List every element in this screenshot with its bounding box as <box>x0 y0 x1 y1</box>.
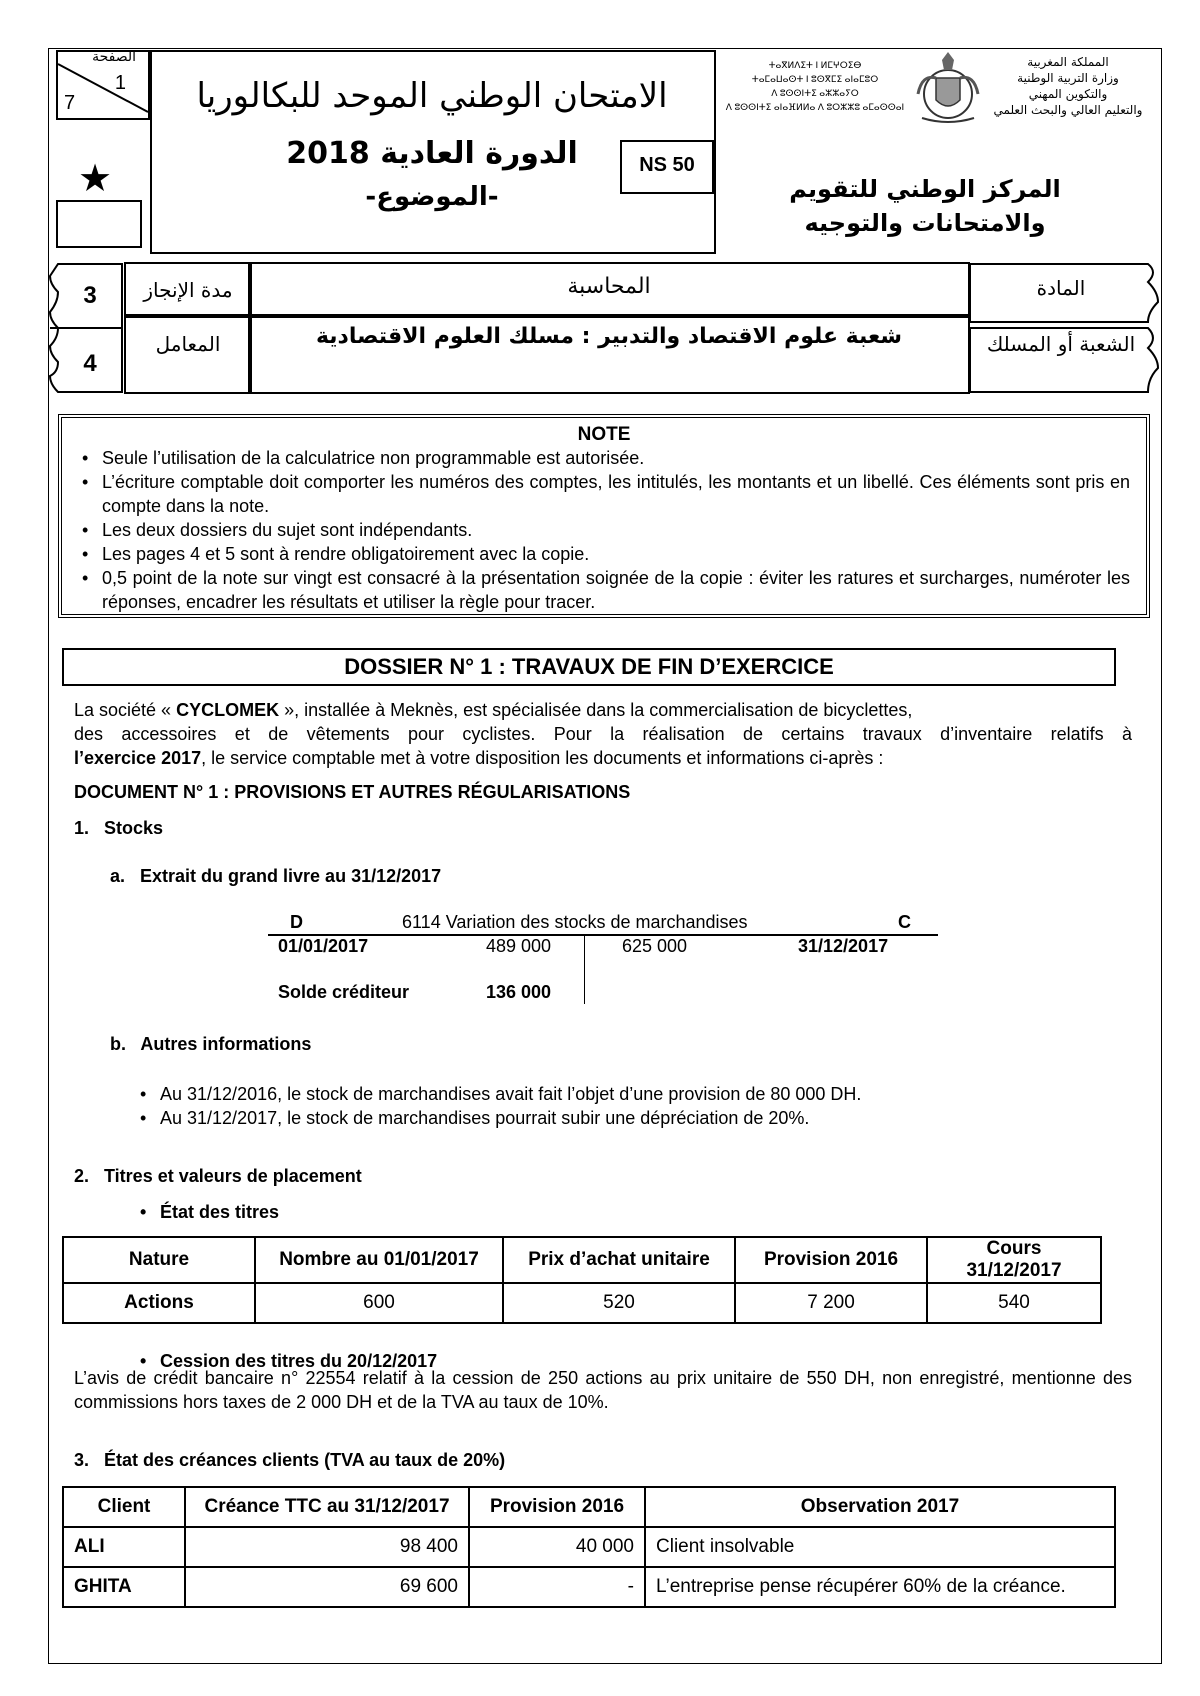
table-header: Provision 2016 <box>469 1487 645 1527</box>
note-item: • Les deux dossiers du sujet sont indépendants. <box>72 518 1130 542</box>
table-header: Cours 31/12/2017 <box>927 1237 1101 1283</box>
ministry-line: المملكة المغربية <box>1027 55 1109 69</box>
intro-line-3 <box>74 746 1132 770</box>
duration-label: مدة الإنجاز <box>143 278 233 302</box>
note-item: • 0,5 point de la note sur vingt est consacré à la présentation soignée de la copie : éviter les ratures et surcharges, numéroter les réponses, encadrer les résultats et utiliser la règle pour tracer. <box>72 566 1130 614</box>
exam-code: NS 50 <box>639 154 695 176</box>
company-name: CYCLOMEK <box>176 700 280 720</box>
code-empty-box <box>56 200 142 248</box>
subject-key: المادة <box>1036 276 1086 300</box>
etat-titres-heading: • État des titres <box>130 1202 1200 1223</box>
note-item: • Les pages 4 et 5 sont à rendre obligatoirement avec la copie. <box>72 542 1130 566</box>
page-total: 7 <box>64 92 76 114</box>
ledger-title: 6114 Variation des stocks de marchandises <box>402 912 748 932</box>
table-cell: Client insolvable <box>645 1527 1115 1567</box>
ministry-line: والتكوين المهني <box>1028 87 1108 101</box>
tifinagh-line: ⴷ ⵓⵙⵙⵏⵜⵉ ⴰⵏⴰⴼⵍⵍⴰ ⴷ ⵓⵔⵣⵣⵓ ⴰⵎⴰⵙⵙⴰⵏ <box>725 102 905 112</box>
star-icon: ★ <box>78 158 113 200</box>
table-header: Provision 2016 <box>735 1237 927 1283</box>
table-cell: 600 <box>255 1283 503 1323</box>
table-header: Observation 2017 <box>645 1487 1115 1527</box>
ledger-mid-line <box>584 934 585 1004</box>
other-info-item: • Au 31/12/2017, le stock de marchandises pourrait subir une dépréciation de 20%. <box>130 1106 1130 1130</box>
ministry-line: وزارة التربية الوطنية <box>1017 71 1119 85</box>
tifinagh-line: ⴷ ⵓⵙⵙⵏⵜⵉ ⴰⵣⵣⴰⵢⵔ <box>771 88 859 98</box>
other-info-item: • Au 31/12/2016, le stock de marchandises avait fait l’objet d’une provision de 80 000 DH. <box>130 1082 1130 1106</box>
ministry-line: والتعليم العالي والبحث العلمي <box>993 103 1143 117</box>
ledger-c: C <box>898 912 911 932</box>
page-label: الصفحة <box>92 49 136 65</box>
branch-key: الشعبة أو المسلك <box>986 332 1136 356</box>
table-cell: 98 400 <box>185 1527 469 1567</box>
session: الدورة العادية 2018 <box>286 136 578 171</box>
tifinagh-line: ⵜⴰⴳⵍⴷⵉⵜ ⵏ ⵍⵎⵖⵔⵉⴱ <box>768 60 862 70</box>
page-num: 1 <box>114 72 126 94</box>
coef-value: 4 <box>83 350 97 377</box>
code-box <box>620 140 714 194</box>
branch-value: شعبة علوم الاقتصاد والتدبير : مسلك العلوم الاقتصادية <box>315 324 903 349</box>
ledger-d: D <box>290 912 303 932</box>
table-header: Nature <box>63 1237 255 1283</box>
note-item: • Seule l’utilisation de la calculatrice non programmable est autorisée. <box>72 446 1130 470</box>
table-row <box>63 1527 1115 1567</box>
intro-line-1 <box>74 698 1132 722</box>
tifinagh-line: ⵜⴰⵎⴰⵡⴰⵙⵜ ⵏ ⵓⵙⴳⵎⵉ ⴰⵏⴰⵎⵓⵔ <box>751 74 879 84</box>
coat-of-arms-icon <box>912 48 984 124</box>
intro-text: La société « <box>74 700 177 720</box>
table-cell: 7 200 <box>735 1283 927 1323</box>
table-header-row <box>63 1237 1101 1283</box>
clients-table <box>62 1486 1116 1608</box>
note-title: NOTE <box>577 424 631 445</box>
ledger-balance-label: Solde créditeur <box>278 982 410 1002</box>
section-titres: 2. Titres et valeurs de placement <box>74 1166 362 1186</box>
page-number-box <box>56 50 150 120</box>
ledger-debit-date: 01/01/2017 <box>278 936 369 956</box>
ledger-debit-amount: 489 000 <box>486 936 552 956</box>
center-name: المركز الوطني للتقويم والامتحانات والتوجيه <box>789 175 1061 237</box>
intro-line-2: des accessoires et de vêtements pour cyclistes. Pour la réalisation de certains travaux d’inventaire relatifs à <box>74 724 1132 744</box>
table-row <box>63 1567 1115 1607</box>
intro-paragraph <box>74 698 1132 770</box>
table-cell: - <box>469 1567 645 1607</box>
dossier-title: DOSSIER N° 1 : TRAVAUX DE FIN D’EXERCICE <box>344 654 834 679</box>
table-cell: 69 600 <box>185 1567 469 1607</box>
section-ledger: a. Extrait du grand livre au 31/12/2017 <box>110 866 442 886</box>
ledger-balance-amount: 136 000 <box>486 982 552 1002</box>
table-cell: ALI <box>63 1527 185 1567</box>
dossier-title-box <box>62 648 1116 686</box>
ledger-credit-amount: 625 000 <box>622 936 688 956</box>
table-cell: 540 <box>927 1283 1101 1323</box>
cession-text: L’avis de crédit bancaire n° 22554 relatif à la cession de 250 actions au prix unitaire de 550 DH, non enregistré, mentionne des commissions hors taxes de 2 000 DH et de la TVA au taux de 10%. <box>74 1368 1132 1412</box>
exam-title: الامتحان الوطني الموحد للبكالوريا <box>196 76 668 116</box>
ledger-credit-date: 31/12/2017 <box>798 936 889 956</box>
exercise-label: l’exercice 2017 <box>74 748 202 768</box>
table-cell: Actions <box>63 1283 255 1323</box>
section-other-info: b. Autres informations <box>110 1034 312 1054</box>
tifinagh-text <box>710 58 920 114</box>
table-row <box>63 1283 1101 1323</box>
note-list <box>62 446 1146 614</box>
coef-label: المعامل <box>155 332 221 356</box>
duration-value: 3 <box>83 282 97 309</box>
table-header: Créance TTC au 31/12/2017 <box>185 1487 469 1527</box>
table-header: Prix d’achat unitaire <box>503 1237 735 1283</box>
table-cell: 40 000 <box>469 1527 645 1567</box>
other-info-list <box>130 1082 1130 1130</box>
subject-value: المحاسبة <box>567 274 651 299</box>
intro-text: », installée à Meknès, est spécialisée dans la commercialisation de bicyclettes, <box>279 700 913 720</box>
table-cell: 520 <box>503 1283 735 1323</box>
subject-label: -الموضوع- <box>365 182 499 212</box>
section-stocks: 1. Stocks <box>74 818 164 838</box>
note-box <box>58 414 1150 618</box>
intro-text: , le service comptable met à votre disposition les documents et informations ci-après : <box>201 748 884 768</box>
note-item: • L’écriture comptable doit comporter les numéros des comptes, les intitulés, les montants et un libellé. Ces éléments sont pris en compte dans la note. <box>72 470 1130 518</box>
titres-table <box>62 1236 1102 1324</box>
table-cell: L’entreprise pense récupérer 60% de la créance. <box>645 1567 1115 1607</box>
section-creances: 3. État des créances clients (TVA au taux de 20%) <box>74 1450 506 1470</box>
cession-heading: • Cession des titres du 20/12/2017 <box>130 1351 1200 1372</box>
table-header: Client <box>63 1487 185 1527</box>
table-header-row <box>63 1487 1115 1527</box>
table-cell: GHITA <box>63 1567 185 1607</box>
table-header: Nombre au 01/01/2017 <box>255 1237 503 1283</box>
ministry-text <box>976 54 1160 118</box>
doc1-title: DOCUMENT N° 1 : PROVISIONS ET AUTRES RÉGULARISATIONS <box>74 782 631 802</box>
